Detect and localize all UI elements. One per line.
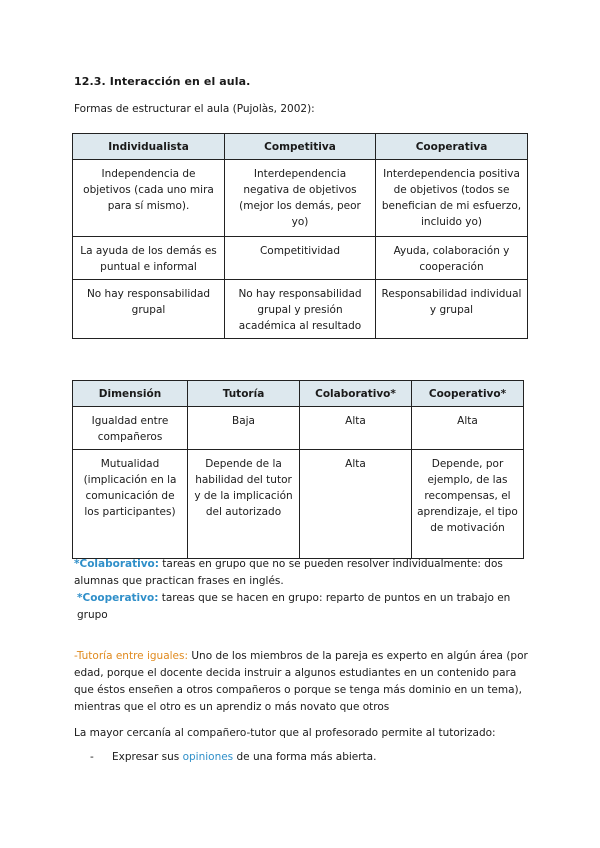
table2-header-colaborativo: Colaborativo*: [300, 381, 412, 407]
table1-header-individualista: Individualista: [73, 134, 225, 160]
tutoria-label: Tutoría entre iguales:: [76, 650, 189, 662]
table-cell: Independencia de objetivos (cada uno mira para sí mismo).: [73, 160, 225, 237]
table-cell: Igualdad entre compañeros: [73, 407, 188, 450]
section-heading: 12.3. Interacción en el aula.: [74, 75, 251, 88]
table1-header-competitiva: Competitiva: [225, 134, 376, 160]
table-cell: Interdependencia positiva de objetivos (todos se benefician de mi esfuerzo, incluido yo): [376, 160, 528, 237]
tutoria-prefix: -: [74, 650, 77, 662]
table-row: [73, 280, 528, 339]
table-row: [73, 237, 528, 280]
table-cell: La ayuda de los demás es puntual e informal: [73, 237, 225, 280]
table1-header-cooperativa: Cooperativa: [376, 134, 528, 160]
note-cooperativo-label: *Cooperativo:: [77, 592, 159, 604]
note-colaborativo-text: tareas en grupo que no se pueden resolver individualmente: dos alumnas que practican frases en inglés.: [74, 558, 503, 587]
bullet-item: [90, 751, 376, 763]
table-row: [73, 160, 528, 237]
bullet-dash: -: [90, 751, 94, 763]
table-cell: Mutualidad (implicación en la comunicación de los participantes): [73, 450, 188, 559]
table-cell: Competitividad: [225, 237, 376, 280]
table-row: [73, 450, 524, 559]
table2-header-tutoria: Tutoría: [188, 381, 300, 407]
tutoria-text: Uno de los miembros de la pareja es experto en algún área (por edad, porque el docente decida instruir a algunos estudiantes en un contenido para que éstos enseñen a otros compañeros o porque se tenga más dominio en un tema), mientras que el otro es un aprendiz o más novato que otros: [74, 650, 528, 713]
note-colaborativo: [74, 556, 534, 590]
note-cooperativo: [77, 590, 537, 624]
classroom-structure-table: [72, 133, 528, 339]
table-row: [73, 407, 524, 450]
table-cell: Baja: [188, 407, 300, 450]
table-cell: Responsabilidad individual y grupal: [376, 280, 528, 339]
table2-header-dimension: Dimensión: [73, 381, 188, 407]
table-cell: No hay responsabilidad grupal y presión académica al resultado: [225, 280, 376, 339]
bullet-text-before: Expresar sus: [112, 751, 183, 763]
tutoria-paragraph: [74, 648, 534, 716]
bullet-text-after: de una forma más abierta.: [233, 751, 377, 763]
table-cell: Alta: [300, 407, 412, 450]
table-cell: Depende, por ejemplo, de las recompensas, el aprendizaje, el tipo de motivación: [412, 450, 524, 559]
note-cooperativo-text: tareas que se hacen en grupo: reparto de puntos en un trabajo en grupo: [77, 592, 511, 621]
table-cell: No hay responsabilidad grupal: [73, 280, 225, 339]
table-cell: Alta: [412, 407, 524, 450]
bullet-highlight: opiniones: [182, 751, 234, 763]
table-cell: Interdependencia negativa de objetivos (mejor los demás, peor yo): [225, 160, 376, 237]
table-cell: Depende de la habilidad del tutor y de la implicación del autorizado: [188, 450, 300, 559]
table-cell: Alta: [300, 450, 412, 559]
cercania-paragraph: La mayor cercanía al compañero-tutor que al profesorado permite al tutorizado:: [74, 727, 496, 739]
table2-header-cooperativo: Cooperativo*: [412, 381, 524, 407]
note-colaborativo-label: *Colaborativo:: [74, 558, 159, 570]
intro-text: Formas de estructurar el aula (Pujolàs, 2002):: [74, 103, 315, 115]
table-cell: Ayuda, colaboración y cooperación: [376, 237, 528, 280]
dimension-comparison-table: [72, 380, 524, 559]
